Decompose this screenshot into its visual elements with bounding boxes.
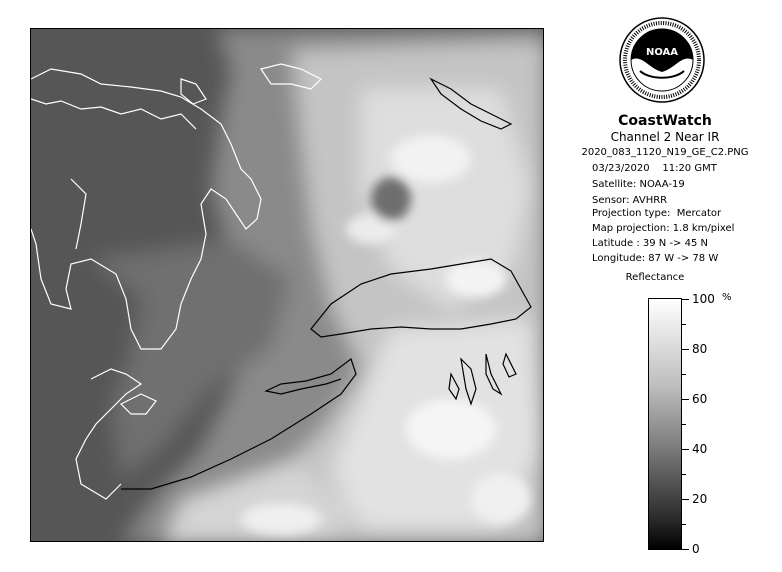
image-filename: 2020_083_1120_N19_GE_C2.PNG <box>581 147 749 158</box>
colorbar-label-40: 40 <box>692 442 708 456</box>
colorbar-tick <box>682 424 686 425</box>
colorbar-tick <box>682 399 689 400</box>
colorbar-tick <box>682 449 689 450</box>
noaa-logo <box>618 16 706 104</box>
colorbar-label-20: 20 <box>692 492 708 506</box>
colorbar-tick <box>682 349 689 350</box>
colorbar-label-100: 100 <box>692 292 715 306</box>
colorbar-unit: % <box>722 292 732 303</box>
colorbar-label-0: 0 <box>692 542 700 556</box>
colorbar-tick <box>682 299 689 300</box>
colorbar-tick <box>682 374 686 375</box>
colorbar-tick <box>682 474 686 475</box>
latitude-label: Latitude : 39 N -> 45 N <box>592 238 708 249</box>
satellite-label: Satellite: NOAA-19 <box>592 179 685 190</box>
colorbar-tick <box>682 324 686 325</box>
colorbar-title: Reflectance <box>625 272 685 283</box>
longitude-label: Longitude: 87 W -> 78 W <box>592 253 719 264</box>
sensor-label: Sensor: AVHRR <box>592 195 668 206</box>
acquisition-datetime: 03/23/2020 11:20 GMT <box>592 163 717 174</box>
colorbar-label-60: 60 <box>692 392 708 406</box>
product-title: CoastWatch <box>618 113 712 129</box>
colorbar-tick <box>682 524 686 525</box>
colorbar-tick <box>682 549 689 550</box>
projection-type-label: Projection type: Mercator <box>592 208 722 219</box>
colorbar <box>648 298 682 550</box>
colorbar-tick <box>682 499 689 500</box>
channel-subtitle: Channel 2 Near IR <box>610 130 720 144</box>
map-projection-label: Map projection: 1.8 km/pixel <box>592 223 735 234</box>
svg-text:NOAA: NOAA <box>645 47 679 58</box>
satellite-map <box>30 28 544 542</box>
colorbar-label-80: 80 <box>692 342 708 356</box>
